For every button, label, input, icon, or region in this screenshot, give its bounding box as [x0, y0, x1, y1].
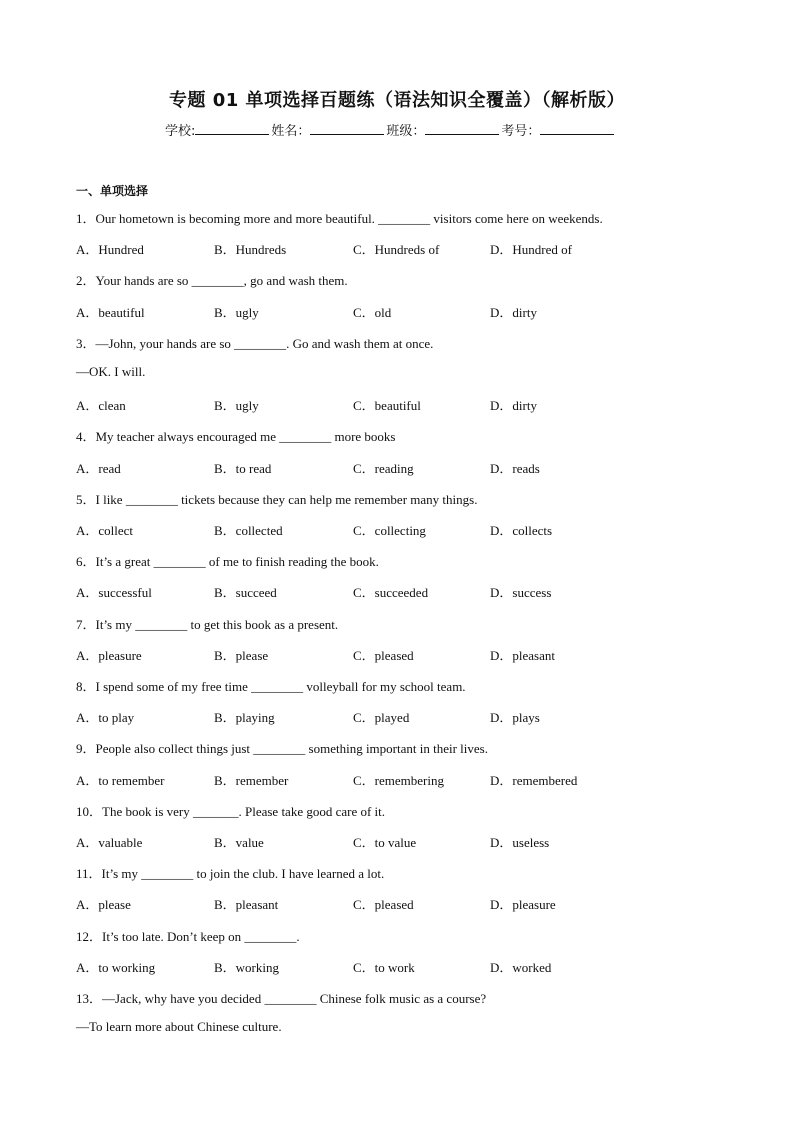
question-5-options: [76, 520, 716, 538]
option-c[interactable]: C．reading: [353, 461, 414, 476]
question-4: 4．My teacher always encouraged me ________ more books: [76, 429, 396, 444]
class-label: 班级：: [386, 124, 426, 139]
question-9: 9．People also collect things just ________ something important in their lives.: [76, 741, 488, 756]
option-c[interactable]: C．played: [353, 710, 410, 725]
option-d[interactable]: D．remembered: [490, 773, 578, 788]
student-info-line: [165, 120, 616, 139]
option-a[interactable]: A．pleasure: [76, 648, 142, 663]
option-a[interactable]: A．Hundred: [76, 242, 144, 257]
option-b[interactable]: B．please: [214, 648, 269, 663]
question-7: 7．It’s my ________ to get this book as a present.: [76, 617, 339, 632]
option-b[interactable]: B．ugly: [214, 398, 259, 413]
question-2-options: [76, 302, 716, 320]
option-d[interactable]: D．dirty: [490, 398, 537, 413]
option-c[interactable]: C．collecting: [353, 523, 426, 538]
question-10-options: [76, 832, 716, 850]
section-heading: 一、单项选择: [76, 184, 149, 198]
option-d[interactable]: D．Hundred of: [490, 242, 572, 257]
page-title: 专题 01 单项选择百题练（语法知识全覆盖）（解析版）: [168, 90, 626, 111]
option-a[interactable]: A．to working: [76, 960, 156, 975]
name-label: 姓名：: [271, 124, 311, 139]
question-1: 1．Our hometown is becoming more and more beautiful. ________ visitors come here on weekends.: [76, 211, 603, 226]
option-a[interactable]: A．valuable: [76, 835, 143, 850]
option-a[interactable]: A．read: [76, 461, 121, 476]
option-c[interactable]: C．pleased: [353, 648, 414, 663]
option-d[interactable]: D．dirty: [490, 305, 537, 320]
question-12-options: [76, 957, 716, 975]
option-c[interactable]: C．to work: [353, 960, 415, 975]
option-c[interactable]: C．beautiful: [353, 398, 421, 413]
question-2: 2．Your hands are so ________, go and wash them.: [76, 273, 348, 288]
option-a[interactable]: A．please: [76, 897, 131, 912]
option-c[interactable]: C．succeeded: [353, 585, 429, 600]
option-c[interactable]: C．Hundreds of: [353, 242, 440, 257]
question-6: 6．It’s a great ________ of me to finish reading the book.: [76, 554, 379, 569]
option-b[interactable]: B．succeed: [214, 585, 277, 600]
school-label: 学校:: [165, 124, 196, 139]
option-a[interactable]: A．clean: [76, 398, 126, 413]
option-c[interactable]: C．pleased: [353, 897, 414, 912]
option-a[interactable]: A．to remember: [76, 773, 165, 788]
option-d[interactable]: D．worked: [490, 960, 552, 975]
option-a[interactable]: A．beautiful: [76, 305, 145, 320]
option-b[interactable]: B．pleasant: [214, 897, 279, 912]
option-b[interactable]: B．ugly: [214, 305, 259, 320]
option-b[interactable]: B．working: [214, 960, 280, 975]
question-13: 13．—Jack, why have you decided ________ Chinese folk music as a course?: [76, 991, 487, 1006]
question-3: 3．—John, your hands are so ________. Go and wash them at once.: [76, 336, 434, 351]
question-4-options: [76, 458, 716, 476]
option-b[interactable]: B．remember: [214, 773, 289, 788]
option-b[interactable]: B．Hundreds: [214, 242, 287, 257]
school-blank[interactable]: [195, 122, 269, 135]
option-d[interactable]: D．success: [490, 585, 552, 600]
question-8: 8．I spend some of my free time ________ volleyball for my school team.: [76, 679, 466, 694]
question-3-response: —OK. I will.: [76, 364, 146, 379]
question-10: 10．The book is very _______. Please take good care of it.: [76, 804, 386, 819]
option-b[interactable]: B．playing: [214, 710, 275, 725]
question-11: 11．It’s my ________ to join the club. I have learned a lot.: [76, 866, 385, 881]
question-7-options: [76, 645, 716, 663]
option-d[interactable]: D．useless: [490, 835, 550, 850]
option-d[interactable]: D．reads: [490, 461, 540, 476]
question-12: 12．It’s too late. Don’t keep on ________.: [76, 929, 300, 944]
option-b[interactable]: B．to read: [214, 461, 272, 476]
option-c[interactable]: C．to value: [353, 835, 417, 850]
option-d[interactable]: D．plays: [490, 710, 540, 725]
option-a[interactable]: A．to play: [76, 710, 135, 725]
option-a[interactable]: A．successful: [76, 585, 152, 600]
question-6-options: [76, 582, 716, 600]
option-a[interactable]: A．collect: [76, 523, 134, 538]
question-3-options: [76, 395, 716, 413]
class-blank[interactable]: [425, 122, 499, 135]
exam-no-blank[interactable]: [540, 122, 614, 135]
question-13-response: —To learn more about Chinese culture.: [76, 1019, 282, 1034]
question-8-options: [76, 707, 716, 725]
name-blank[interactable]: [310, 122, 384, 135]
option-c[interactable]: C．old: [353, 305, 392, 320]
question-9-options: [76, 770, 716, 788]
question-5: 5．I like ________ tickets because they can help me remember many things.: [76, 492, 478, 507]
question-1-options: [76, 239, 716, 257]
option-d[interactable]: D．pleasant: [490, 648, 555, 663]
option-d[interactable]: D．pleasure: [490, 897, 556, 912]
option-c[interactable]: C．remembering: [353, 773, 444, 788]
option-d[interactable]: D．collects: [490, 523, 553, 538]
option-b[interactable]: B．value: [214, 835, 264, 850]
option-b[interactable]: B．collected: [214, 523, 283, 538]
question-11-options: [76, 894, 716, 912]
exam-no-label: 考号：: [501, 124, 541, 139]
